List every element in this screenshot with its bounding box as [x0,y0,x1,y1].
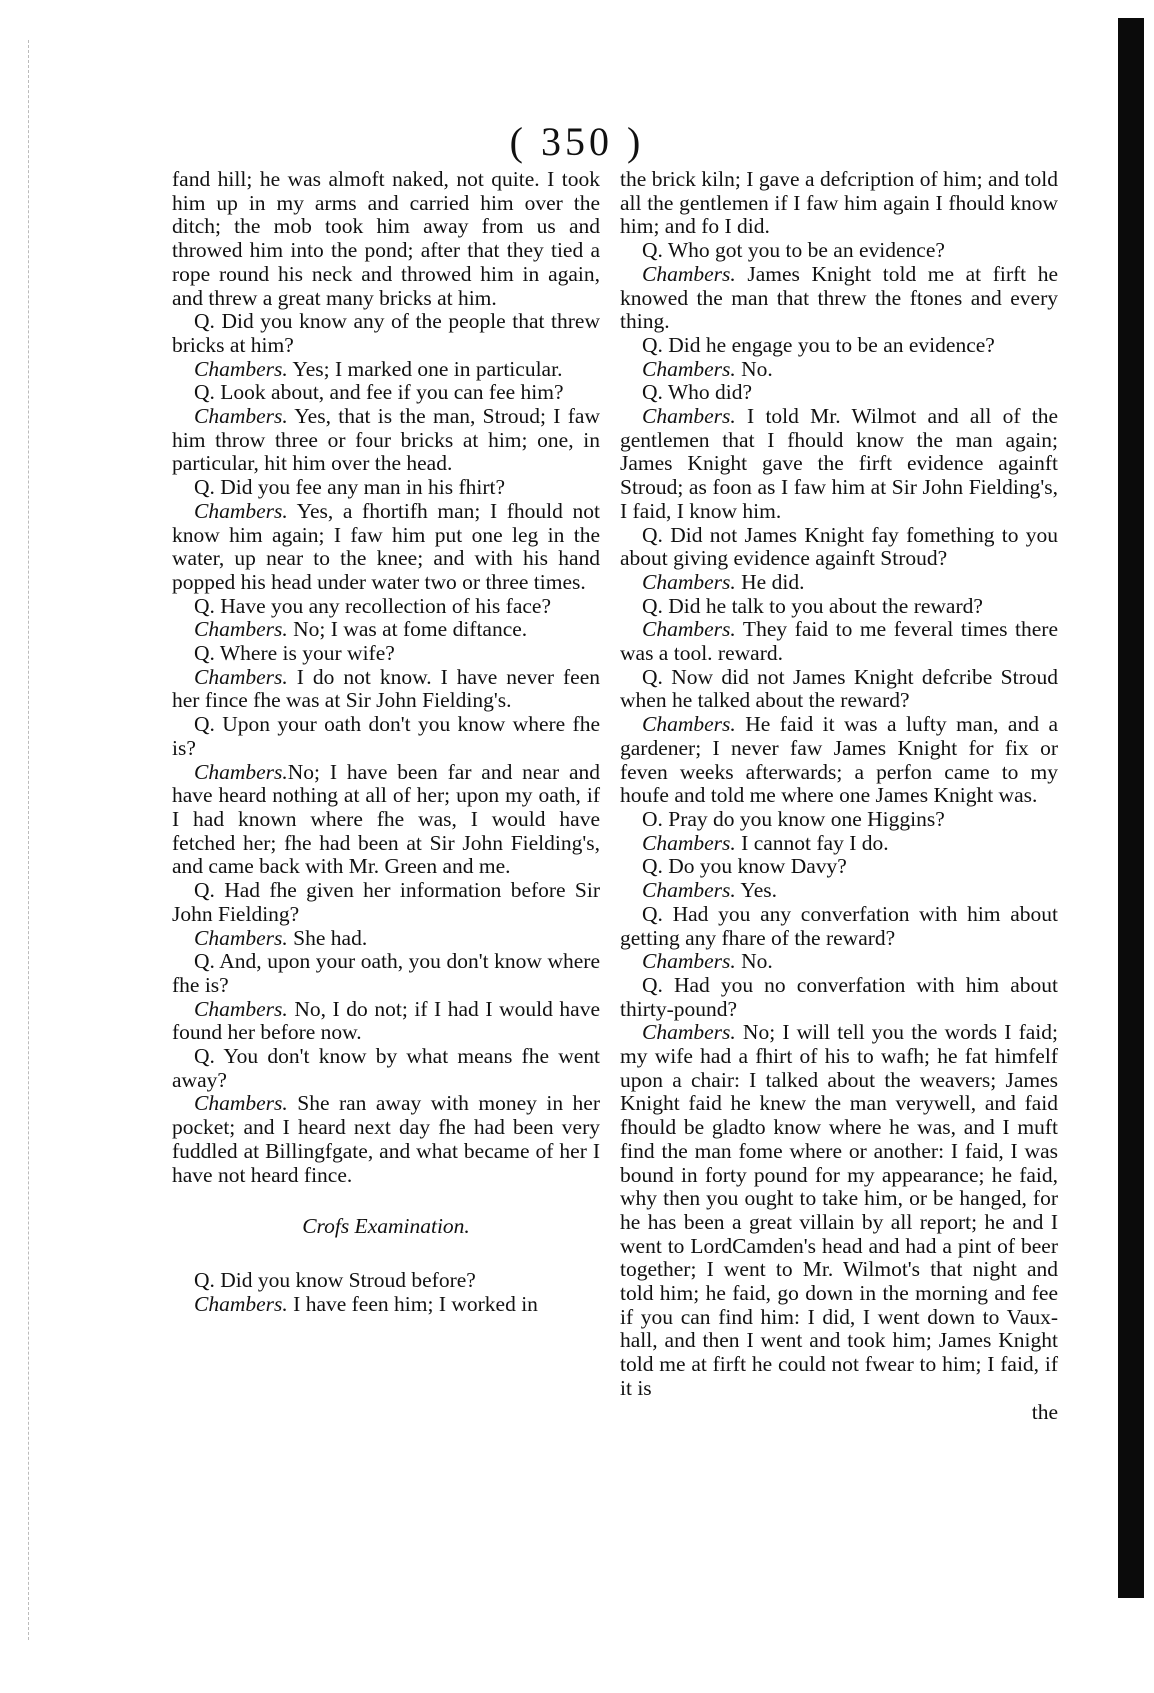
paragraph [172,713,600,760]
paragraph [620,950,1058,974]
paragraph-text: Q. Did you fee any man in his fhirt? [194,475,506,500]
paragraph-text: She ran away with money in her pocket; and I heard next day fhe had been very fuddled at Billingfgate, and what became of her I have not heard fince. [172,1091,600,1187]
paragraph [172,405,600,476]
paragraph-text: Q. Upon your oath don't you know where fhe is? [172,712,600,760]
page-number: ( 350 ) [509,119,645,164]
paragraph [172,879,600,926]
speaker-label: Chambers. [642,261,736,286]
paragraph [620,524,1058,571]
paragraph [620,405,1058,524]
paragraph-text: I told Mr. Wilmot and all of the gentlemen that I fhould know the man again; James Knight gave the firft evidence againft Stroud; as foon as I faw him at Sir John Fielding's, I faid, I know him. [620,404,1058,523]
paragraph [620,832,1058,856]
section-heading: Crofs Examination. [302,1214,470,1239]
paragraph [172,618,600,642]
paragraph-text: I cannot fay I do. [735,830,889,855]
paragraph-text: the brick kiln; I gave a defcription of him; and told all the gentlemen if I faw him again I fhould know him; and fo I did. [620,167,1058,239]
speaker-label: Chambers. [194,1291,288,1316]
paragraph-text: No, I do not; if I had I would have found her before now. [172,996,600,1045]
paragraph [172,381,600,405]
speaker-label: Chambers. [642,712,736,737]
paragraph-text: No. [735,949,773,974]
paragraph [620,903,1058,950]
paragraph-text: Q. Did you know Stroud before? [194,1267,476,1292]
speaker-label: Chambers. [194,404,288,429]
paragraph-text: O. Pray do you know one Higgins? [642,806,945,831]
paragraph-text: I have feen him; I worked in [287,1291,538,1316]
paragraph [172,1269,600,1293]
paragraph-text: No. [735,356,773,381]
paragraph [620,974,1058,1021]
paragraph [172,998,600,1045]
left-column [172,168,600,1316]
scan-margin-marks [28,40,45,1640]
paragraph [620,618,1058,665]
speaker-label: Chambers. [642,1020,736,1045]
paragraph-text: She had. [287,925,368,950]
paragraph-text: Q. Who got you to be an evidence? [642,238,945,263]
paragraph-text: No; I will tell you the words I faid; my wife had a fhirt of his to wafh; he fat himfelf upon a chair: I talked about the weavers; James Knight faid he knew the man verywell, and faid fhould be gladto know where he was, and I muft find the man fome where or another: I faid, I was bound in forty pound for my appearance; he faid, why then you ought to take him, or be hanged, for he has been a great villain by all report; he and I went to LordCamden's head and had a pint of beer together; I went to Mr. Wilmot's that night and told him; he faid, go down in the morning and fee if you can find him: I did, I went down to Vaux-hall, and then I went and took him; James Knight told me at firft he could not fwear to him; I faid, if it is [620,1020,1058,1400]
paragraph-text: Q. Have you any recollection of his face? [194,593,551,618]
paragraph [172,310,600,357]
speaker-label: Chambers. [642,356,736,381]
paragraph-text: Q. Had fhe given her information before Sir John Fielding? [172,878,600,926]
scan-edge-bar [1118,18,1144,1598]
paragraph [620,879,1058,903]
paragraph [172,476,600,500]
paragraph [172,761,600,880]
paragraph [172,927,600,951]
paragraph [172,358,600,382]
paragraph-text: Q. Who did? [642,380,753,405]
paragraph-text: Yes, a fhortifh man; I fhould not know him again; I faw him put one leg in the water, up near to the knee; and with his hand popped his head under water two or three times. [172,498,600,594]
catchword: the [1031,1399,1058,1424]
paragraph-text: No; I have been far and near and have heard nothing at all of her; upon my oath, if I had known where fhe was, I would have fetched her; fhe had been at Sir John Fielding's, and came back with Mr. Green and me. [172,759,600,879]
paragraph-text: James Knight told me at firft he knowed the man that threw the ftones and every thing. [620,261,1058,334]
paragraph [620,595,1058,619]
paragraph-text: Yes, that is the man, Stroud; I faw him throw three or four bricks at him; one, in particular, hit him over the head. [172,404,600,476]
paragraph [620,855,1058,879]
paragraph-text: Q. Did he talk to you about the reward? [642,593,983,618]
speaker-label: Chambers. [642,949,736,974]
paragraph [172,1092,600,1187]
paragraph [172,642,600,666]
speaker-label: Chambers. [642,830,736,855]
paragraph [172,1045,600,1092]
paragraph [620,263,1058,334]
speaker-label: Chambers. [642,878,736,903]
speaker-label: Chambers. [194,759,288,784]
paragraph [620,334,1058,358]
paragraph-text: Q. Did he engage you to be an evidence? [642,332,995,357]
paragraph-text: Q. Did not James Knight fay fomething to you about giving evidence againft Stroud? [620,522,1058,571]
paragraph-text: Yes; I marked one in particular. [287,356,563,381]
paragraph [620,666,1058,713]
paragraph [620,571,1058,595]
paragraph-text: He did. [735,569,805,594]
paragraph [172,595,600,619]
speaker-label: Chambers. [642,617,736,642]
paragraph-text: Q. And, upon your oath, you don't know where fhe is? [172,949,600,997]
speaker-label: Chambers. [642,404,736,429]
paragraph [620,168,1058,239]
paragraph-text: No; I was at fome diftance. [287,617,528,642]
paragraph-text: Q. You don't know by what means fhe went away? [172,1044,600,1092]
paragraph [620,808,1058,832]
speaker-label: Chambers. [194,996,288,1021]
paragraph [172,950,600,997]
paragraph [172,1293,600,1317]
paragraph-text: Q. Had you no converfation with him about thirty-pound? [620,972,1058,1021]
speaker-label: Chambers. [194,617,288,642]
paragraph-text: Q. Now did not James Knight defcribe Stroud when he talked about the reward? [620,664,1058,713]
paragraph-text: He faid it was a lufty man, and a gardener; I never faw James Knight for fix or feven weeks afterwards; a perfon came to my houfe and told me where one James Knight was. [620,712,1058,808]
paragraph [620,713,1058,808]
speaker-label: Chambers. [194,356,288,381]
paragraph-text: Q. Do you know Davy? [642,854,847,879]
paragraph [172,168,600,310]
speaker-label: Chambers. [194,498,288,523]
speaker-label: Chambers. [642,569,736,594]
right-column [620,168,1058,1424]
paragraph-text: Q. Where is your wife? [194,641,395,666]
paragraph-text: Q. Had you any converfation with him about getting any fhare of the reward? [620,901,1058,950]
paragraph [172,666,600,713]
paragraph [172,500,600,595]
speaker-label: Chambers. [194,1091,288,1116]
paragraph-text: Q. Look about, and fee if you can fee him? [194,380,564,405]
paragraph-text: fand hill; he was almoft naked, not quite. I took him up in my arms and carried him over the ditch; the mob took him away from us and throwed him into the pond; after that they tied a rope round his neck and throwed him in again, and threw a great many bricks at him. [172,167,600,310]
paragraph [620,358,1058,382]
paragraph [620,381,1058,405]
speaker-label: Chambers. [194,925,288,950]
speaker-label: Chambers. [194,664,288,689]
paragraph-text: Q. Did you know any of the people that threw bricks at him? [172,309,600,357]
paragraph [620,239,1058,263]
paragraph-text: I do not know. I have never feen her fince fhe was at Sir John Fielding's. [172,664,600,713]
paragraph-text: They faid to me feveral times there was a tool. reward. [620,617,1058,666]
paragraph [620,1021,1058,1400]
paragraph-text: Yes. [735,878,778,903]
